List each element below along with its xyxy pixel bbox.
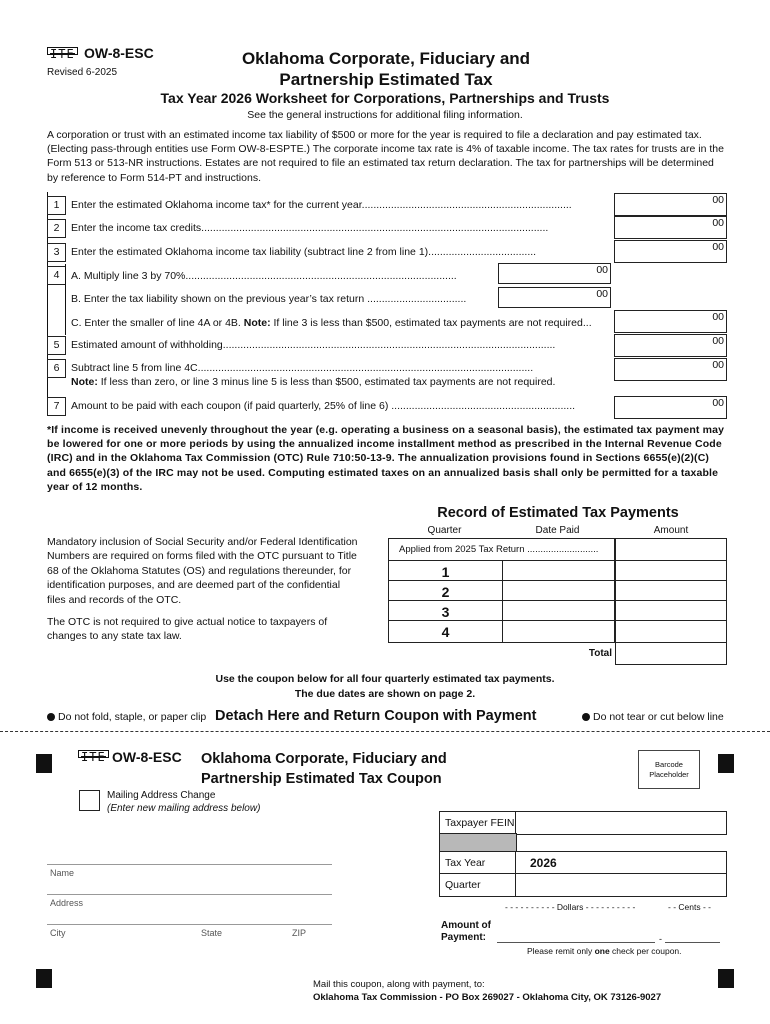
- quarter-label-cell: Quarter: [439, 873, 517, 897]
- disclosure-ssn: Mandatory inclusion of Social Security and/or Federal Identification Numbers are required on forms filed with the OTC pursuant to Title 68 of the Oklahoma Statutes (OS) and regulations thereunder, for identification purposes, and are deemed part of the confidential files and records of the OTC.: [47, 536, 358, 606]
- form-title-line2: Partnership Estimated Tax: [279, 70, 493, 89]
- payment-dollars-line[interactable]: [497, 942, 655, 943]
- line-1-amount-field[interactable]: [614, 193, 727, 216]
- line-4c-cents: 00: [712, 311, 724, 323]
- line-7-amount-field[interactable]: [614, 396, 727, 419]
- line-4b-amount-field[interactable]: [498, 287, 611, 308]
- bullet-icon: [582, 713, 590, 721]
- revised-date: Revised 6-2025: [47, 67, 118, 78]
- coupon-form-id: OW-8-ESC: [112, 749, 182, 765]
- cents-caption: - - Cents - -: [668, 902, 711, 912]
- tax-year-label-cell: Tax Year: [439, 851, 517, 875]
- scan-mark-bottom-right: [718, 969, 734, 988]
- record-col-amount: Amount: [653, 525, 689, 536]
- record-q3-label: 3: [441, 604, 450, 620]
- barcode-label: Barcode Placeholder: [649, 759, 689, 779]
- line-4a-amount-field[interactable]: [498, 263, 611, 284]
- scan-mark-top-left: [36, 754, 52, 773]
- see-instructions: See the general instructions for additional filing information.: [247, 109, 523, 121]
- line-2-amount-field[interactable]: [614, 216, 727, 239]
- fein-shaded-cell: [439, 833, 517, 853]
- form-title-line1: Oklahoma Corporate, Fiduciary and: [241, 49, 531, 68]
- line-2-number: 2: [47, 219, 66, 238]
- mailing-change-checkbox[interactable]: [79, 790, 100, 811]
- record-applied-row: [388, 538, 615, 561]
- record-q1-label: 1: [441, 564, 450, 580]
- record-q2-label: 2: [441, 584, 450, 600]
- detach-right: Do not tear or cut below line: [582, 711, 724, 723]
- record-total-label: Total: [588, 648, 612, 659]
- fein-input[interactable]: [515, 811, 727, 835]
- line-4b-label: B. Enter the tax liability shown on the previous year’s tax return ..................................: [71, 293, 467, 305]
- line-4a-cents: 00: [596, 264, 608, 276]
- dollars-caption: - - - - - - - - - - Dollars - - - - - - - - - -: [505, 902, 636, 912]
- line-1-cents: 00: [712, 194, 724, 206]
- zip-label: ZIP: [292, 928, 307, 938]
- remit-note: Please remit only one check per coupon.: [527, 946, 682, 956]
- line-2-cents: 00: [712, 217, 724, 229]
- record-applied-amount[interactable]: [615, 538, 727, 561]
- line-4a-label: A. Multiply line 3 by 70%.............................................................................................: [71, 270, 457, 282]
- city-label: City: [50, 928, 66, 938]
- amount-of-payment-label: Amount of Payment:: [441, 920, 491, 943]
- line-3-cents: 00: [712, 241, 724, 253]
- form-id: OW-8-ESC: [84, 45, 154, 61]
- worksheet: [0, 0, 770, 420]
- detach-cut-line: [0, 731, 770, 732]
- line-4c-amount-field[interactable]: [614, 310, 727, 333]
- address-line-1[interactable]: [47, 894, 332, 895]
- line-4b-cents: 00: [596, 288, 608, 300]
- line-7-cents: 00: [712, 397, 724, 409]
- use-coupon-line2: The due dates are shown on page 2.: [294, 688, 476, 700]
- coupon-ite-logo: ITE: [78, 750, 109, 758]
- record-col-date: Date Paid: [535, 525, 580, 536]
- line-3-label: Enter the estimated Oklahoma income tax liability (subtract line 2 from line 1).....................................: [71, 246, 537, 258]
- record-q4-amount[interactable]: [615, 620, 727, 643]
- record-title: Record of Estimated Tax Payments: [437, 505, 679, 521]
- line-6-number: 6: [47, 359, 66, 378]
- record-total-amount[interactable]: [615, 642, 727, 665]
- line-1-label: Enter the estimated Oklahoma income tax* for the current year........................................................................: [71, 199, 572, 211]
- line-6-amount-field[interactable]: [614, 358, 727, 381]
- mail-line1: Mail this coupon, along with payment, to:: [313, 979, 485, 990]
- mail-line2: Oklahoma Tax Commission - PO Box 269027 - Oklahoma City, OK 73126-9027: [313, 992, 662, 1003]
- line-3-amount-field[interactable]: [614, 240, 727, 263]
- line-1-number: 1: [47, 196, 66, 215]
- coupon-title: [201, 749, 447, 789]
- fein-label-cell: Taxpayer FEIN: [439, 811, 517, 835]
- line-5-cents: 00: [712, 335, 724, 347]
- record-applied-label: Applied from 2025 Tax Return ...........................: [399, 544, 599, 555]
- name-line[interactable]: [47, 864, 332, 865]
- address-label: Address: [50, 898, 84, 908]
- tax-year-value-cell: [515, 851, 727, 875]
- scan-mark-bottom-left: [36, 969, 52, 988]
- detach-left: Do not fold, staple, or paper clip: [47, 711, 206, 723]
- line-7-label: Amount to be paid with each coupon (if paid quarterly, 25% of line 6) ...............................................................: [71, 400, 576, 412]
- mailing-change-label: Mailing Address Change: [107, 790, 216, 801]
- quarter-input[interactable]: [515, 873, 727, 897]
- name-label: Name: [50, 868, 75, 878]
- mailing-change-hint: (Enter new mailing address below): [107, 803, 261, 814]
- disclosure-text: [47, 535, 359, 644]
- line-6-note: Note: If less than zero, or line 3 minus line 5 is less than $500, estimated tax payments are not required.: [71, 376, 556, 388]
- worksheet-subtitle: Tax Year 2026 Worksheet for Corporations, Partnerships and Trusts: [160, 90, 610, 106]
- detach-center: Detach Here and Return Coupon with Payment: [215, 708, 537, 724]
- line-6-label: Subtract line 5 from line 4C...................................................................................................................: [71, 362, 534, 374]
- line-5-number: 5: [47, 336, 66, 355]
- barcode-placeholder: [638, 750, 700, 789]
- record-q4-label: 4: [441, 624, 450, 640]
- mail-instructions: [313, 978, 661, 1004]
- line-6-cents: 00: [712, 359, 724, 371]
- line-3-number: 3: [47, 243, 66, 262]
- intro-paragraph: A corporation or trust with an estimated income tax liability of $500 or more for the year is required to file a declaration and pay estimated tax. (Electing pass-through entities use Form OW-8-ESPTE.) The corporate income tax rate is 4% of taxable income. The tax rates for trusts are in the Form 513 or 513-NR instructions. Estates are not required to file an estimated tax return declaration. The tax for partnerships will be determined by reference to Form 514-PT and instructions.: [47, 129, 724, 184]
- annualization-footnote: *If income is received unevenly throughout the year (e.g. operating a business on a seasonal basis), the estimated tax payment may be lowered for one or more periods by using the annualized income installment method as prescribed in the Internal Revenue Code (IRC) and in the Oklahoma Tax Commission (OTC) Rule 710:50-13-9. The annualization provisions found in Sections 6655(e)(2)(C) and 6655(e)(3) of the IRC may not be used. Computing estimated taxes on an annualized basis shall only be permitted for a taxable year of 12 months.: [47, 424, 725, 493]
- payment-separator: -: [659, 934, 662, 944]
- payment-cents-line[interactable]: [665, 942, 720, 943]
- state-label: State: [201, 928, 223, 938]
- line-2-label: Enter the income tax credits.......................................................................................................................: [71, 222, 549, 234]
- ite-logo: ITE: [47, 47, 78, 55]
- use-coupon-line1: Use the coupon below for all four quarterly estimated tax payments.: [215, 673, 555, 685]
- tax-year-value: 2026: [530, 856, 557, 870]
- address-line-2[interactable]: [47, 924, 332, 925]
- scan-mark-top-right: [718, 754, 734, 773]
- bullet-icon: [47, 713, 55, 721]
- line-4-number: 4: [47, 266, 66, 285]
- use-coupon-note: [0, 672, 770, 702]
- line-7-number: 7: [47, 397, 66, 416]
- record-col-quarter: Quarter: [427, 525, 462, 536]
- record-q4-date[interactable]: [502, 620, 615, 643]
- line-5-label: Estimated amount of withholding..................................................................................................................: [71, 339, 556, 351]
- coupon-title-line1: Oklahoma Corporate, Fiduciary and: [201, 751, 447, 767]
- line-5-amount-field[interactable]: [614, 334, 727, 357]
- record-q4-row: [388, 620, 615, 643]
- line-4-divider: [65, 264, 66, 335]
- line-4c-label: C. Enter the smaller of line 4A or 4B. Note: If line 3 is less than $500, estimated tax payments are not required...: [71, 317, 592, 329]
- disclosure-notice: The OTC is not required to give actual notice to taxpayers of changes to any state tax law.: [47, 616, 328, 643]
- coupon-title-line2: Partnership Estimated Tax Coupon: [201, 771, 442, 787]
